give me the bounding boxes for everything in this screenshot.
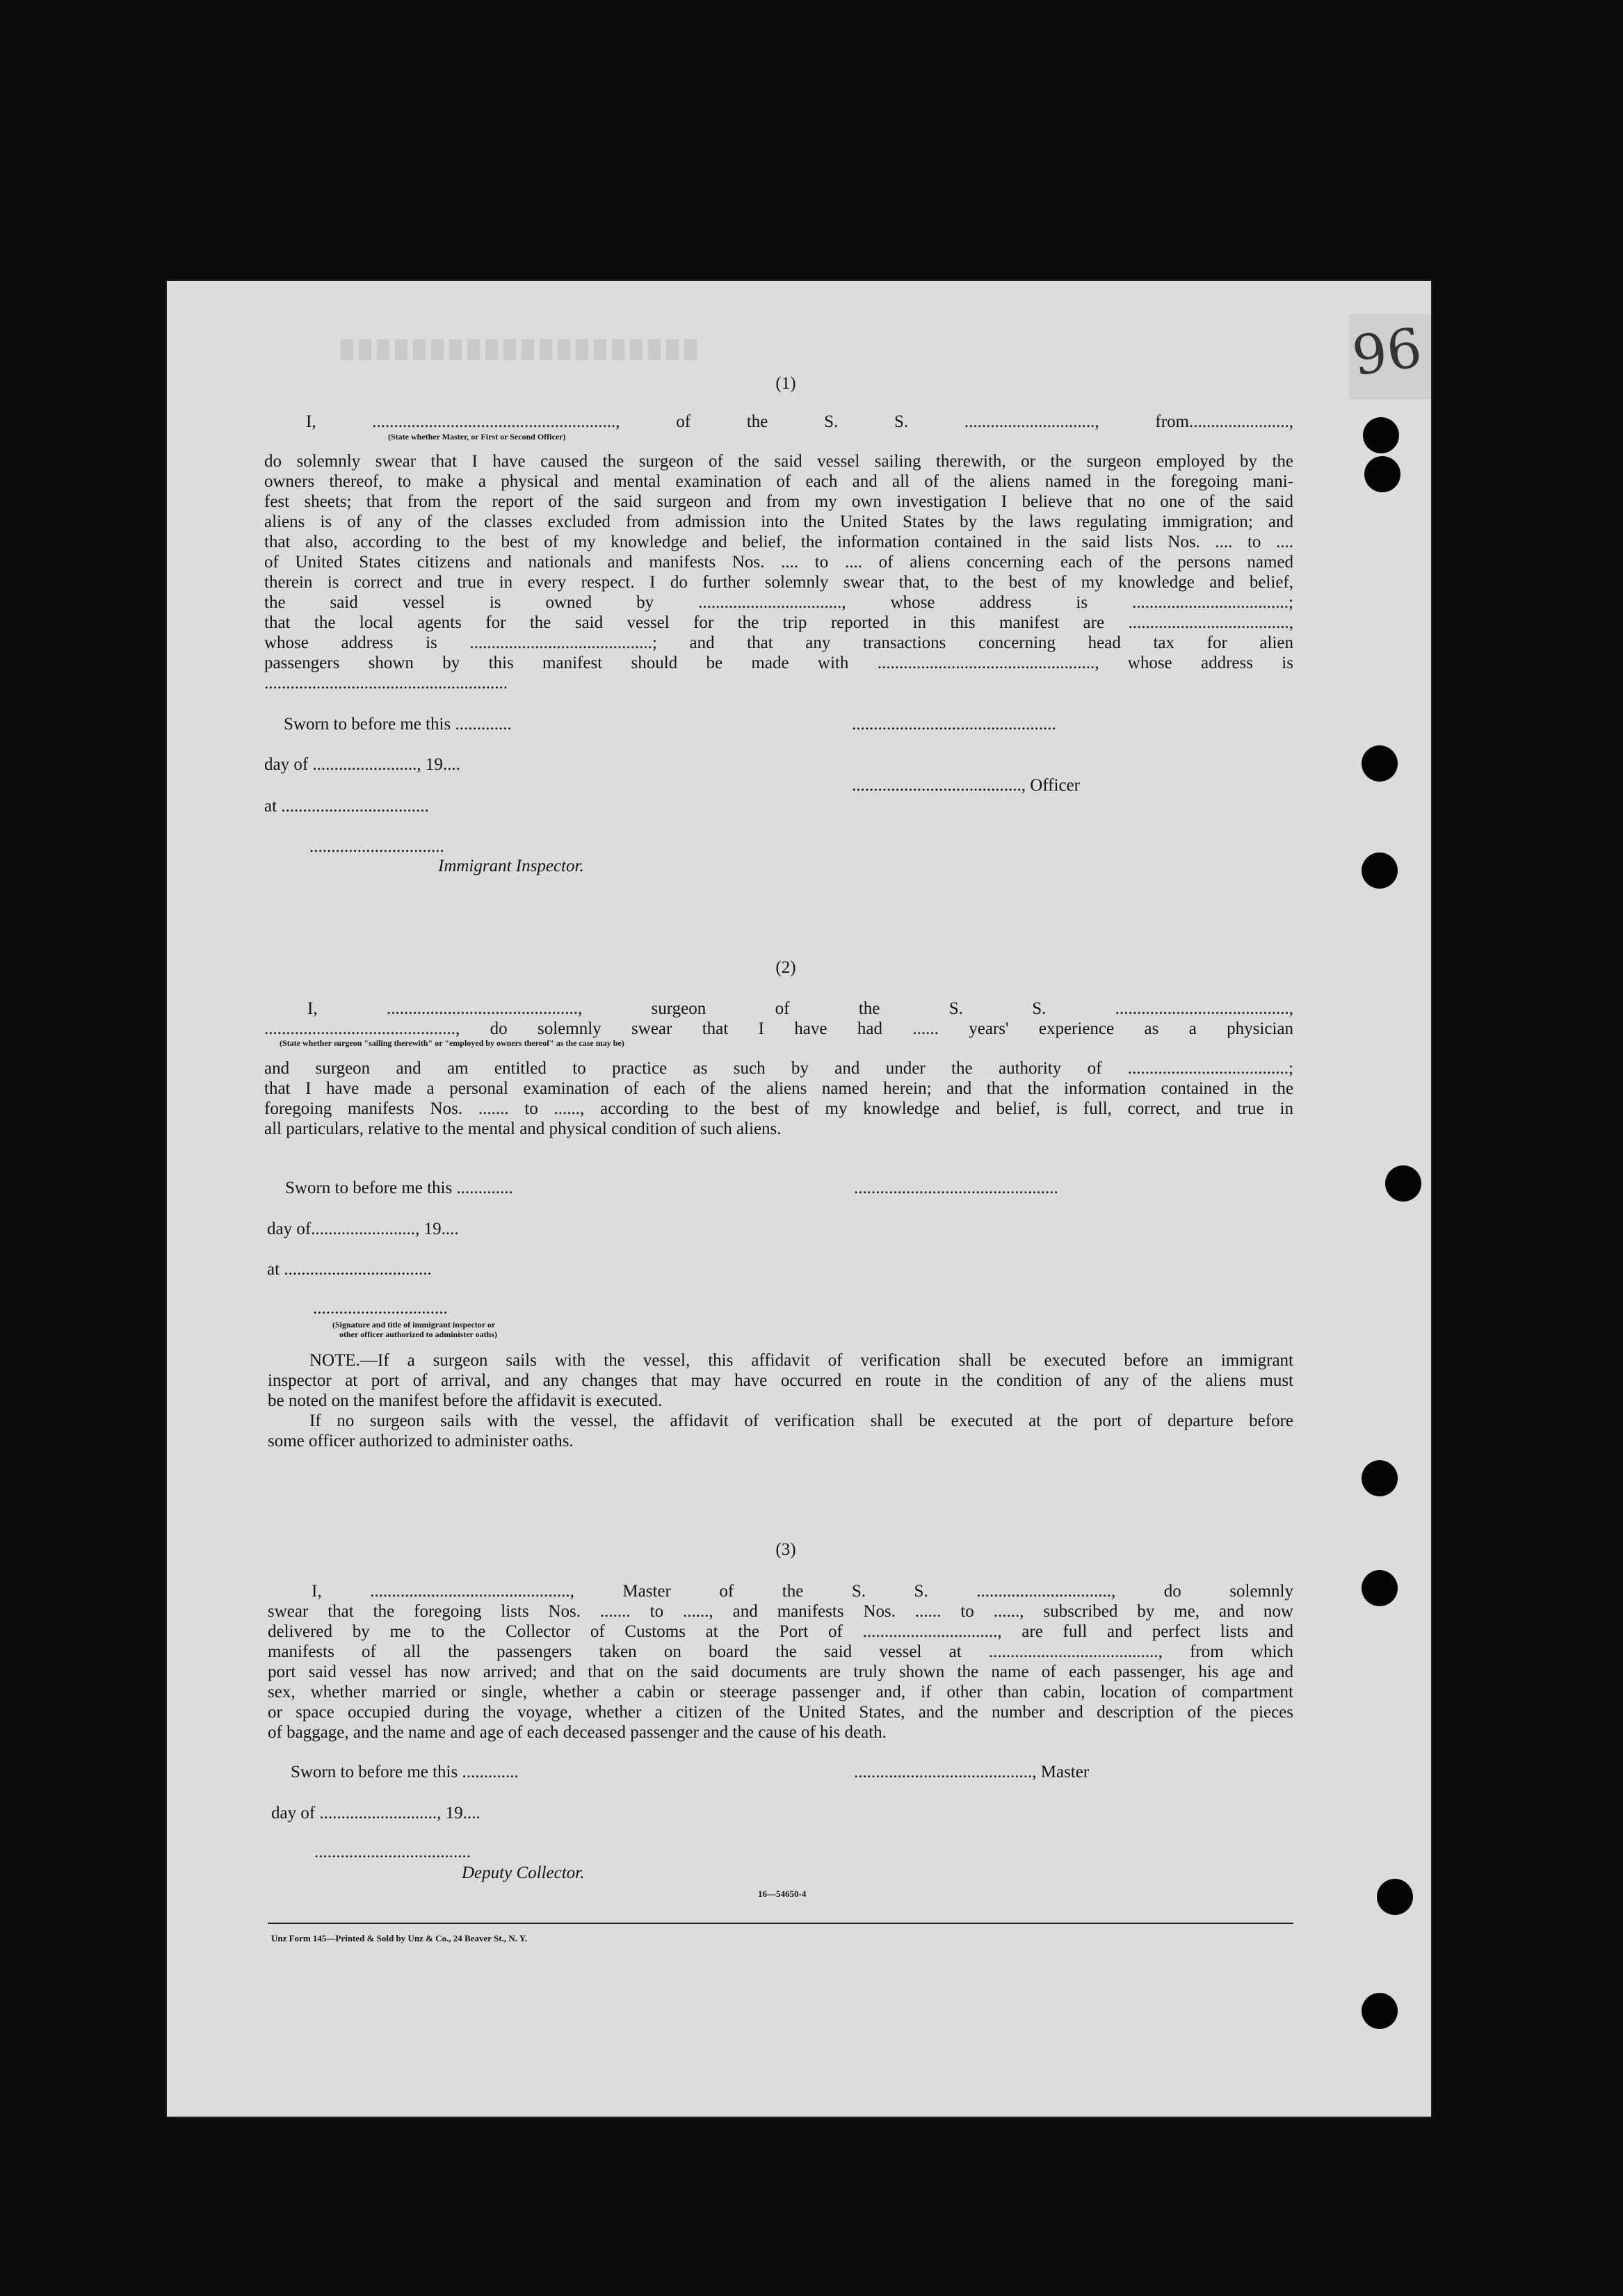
printer-footer: Unz Form 145—Printed & Sold by Unz & Co., 24 Beaver St., N. Y.: [271, 1933, 528, 1943]
section-2-number: (2): [775, 958, 796, 977]
body-line: delivered by me to the Collector of Customs at the Port of ..............................., are full and perfect lists and: [268, 1622, 1293, 1641]
note-line: NOTE.—If a surgeon sails with the vessel, this affidavit of verification shall be executed before an immigrant: [309, 1351, 1293, 1370]
section-1-at: at ..................................: [264, 797, 429, 816]
note-line: If no surgeon sails with the vessel, the affidavit of verification shall be executed at the port of departure before: [309, 1412, 1293, 1430]
note-line: some officer authorized to administer oaths.: [268, 1432, 574, 1450]
section-1-first-line: I, ........................................................, of the S. S. .............................., from.......................,: [306, 412, 1293, 431]
body-line: that I have made a personal examination of each of the aliens named herein; and that the information contained in the: [264, 1079, 1293, 1098]
section-2-signature-note: (Signature and title of immigrant inspector or: [332, 1320, 496, 1329]
section-3-collector-label: Deputy Collector.: [462, 1864, 585, 1882]
section-1-day: day of ........................, 19....: [264, 755, 460, 774]
punch-hole: [1362, 852, 1398, 889]
section-3-day: day of ..........................., 19....: [271, 1804, 481, 1822]
punch-hole: [1364, 456, 1400, 492]
section-1-signature-line: ...............................................: [852, 715, 1056, 734]
body-line: and surgeon and am entitled to practice as such by and under the authority of .....................................;: [264, 1059, 1293, 1078]
body-line: fest sheets; that from the report of the said surgeon and from my own investigation I believe that no one of the said: [264, 492, 1293, 511]
section-1-sworn: Sworn to before me this .............: [284, 715, 512, 734]
punch-hole: [1362, 745, 1398, 782]
punch-hole: [1385, 1165, 1421, 1202]
punch-hole: [1363, 417, 1399, 453]
body-line: whose address is ..........................................; and that any transactions concerning head tax for alien: [264, 633, 1293, 652]
body-line: of baggage, and the name and age of each deceased passenger and the cause of his death.: [268, 1723, 887, 1742]
section-1-inspector-label: Immigrant Inspector.: [438, 857, 584, 875]
section-3-master-line: ........................................., Master: [854, 1763, 1090, 1781]
section-2-signature-note: other officer authorized to administer oaths): [339, 1329, 497, 1339]
body-line: that also, according to the best of my knowledge and belief, the information contained in the said lists Nos. .... to ....: [264, 533, 1293, 551]
section-3-collector-signature-line: ....................................: [314, 1843, 471, 1861]
section-3-sworn: Sworn to before me this .............: [291, 1763, 519, 1781]
body-line: port said vessel has now arrived; and that on the said documents are truly shown the name of each passenger, his age and: [268, 1663, 1293, 1681]
section-1-officer-line: ......................................., Officer: [852, 776, 1080, 795]
body-line: passengers shown by this manifest should be made with .................................................., whose address is: [264, 654, 1293, 672]
body-line: all particulars, relative to the mental and physical condition of such aliens.: [264, 1119, 782, 1138]
body-line: ........................................................: [264, 674, 508, 693]
body-line: that the local agents for the said vessel for the trip reported in this manifest are .....................................,: [264, 613, 1293, 632]
footer-rule: [268, 1923, 1293, 1924]
body-line: of United States citizens and nationals and manifests Nos. .... to .... of aliens concerning each of the persons named: [264, 553, 1293, 572]
body-line: manifests of all the passengers taken on board the said vessel at ......................................., from which: [268, 1642, 1293, 1661]
body-line: therein is correct and true in every respect. I do further solemnly swear that, to the best of my knowledge and belief,: [264, 573, 1293, 592]
punch-hole: [1377, 1879, 1413, 1915]
section-3-number: (3): [775, 1540, 796, 1559]
body-line: do solemnly swear that I have caused the surgeon of the said vessel sailing therewith, or the surgeon employed by the: [264, 452, 1293, 471]
section-1-inspector-signature-line: ...............................: [309, 837, 444, 856]
section-1-officer-note: (State whether Master, or First or Second Officer): [388, 432, 566, 442]
section-1-number: (1): [775, 374, 796, 393]
page-number: 96: [1348, 316, 1426, 389]
section-2-surgeon-signature-line: ...............................................: [854, 1179, 1058, 1197]
body-line: foregoing manifests Nos. ....... to ......, according to the best of my knowledge and belief, is full, correct, and true in: [264, 1099, 1293, 1118]
form-number: 16—54650-4: [758, 1889, 807, 1899]
section-2-day: day of........................, 19....: [267, 1220, 459, 1238]
section-2-second-line: ............................................, do solemnly swear that I have had ...... years' experience as a physician: [264, 1019, 1293, 1038]
punch-hole: [1362, 1570, 1398, 1606]
section-2-signature-line: ...............................: [313, 1299, 448, 1318]
section-2-first-line: I, ............................................, surgeon of the S. S. ........................................,: [307, 999, 1293, 1018]
body-line: sex, whether married or single, whether a cabin or steerage passenger and, if other than cabin, location of compartment: [268, 1683, 1293, 1701]
body-line: swear that the foregoing lists Nos. ....... to ......, and manifests Nos. ...... to ......, subscribed by me, and now: [268, 1602, 1293, 1621]
note-line: inspector at port of arrival, and any changes that may have occurred en route in the condition of any of the aliens must: [268, 1371, 1293, 1390]
punch-hole: [1362, 1460, 1398, 1496]
body-line: the said vessel is owned by ................................., whose address is ....................................;: [264, 593, 1293, 612]
body-line: aliens is of any of the classes excluded from admission into the United States by the laws regulating immigration; and: [264, 512, 1293, 531]
body-line: I, .............................................., Master of the S. S. ..............................., do solemnly: [312, 1582, 1293, 1601]
note-line: be noted on the manifest before the affidavit is executed.: [268, 1391, 663, 1410]
section-2-surgeon-note: (State whether surgeon "sailing therewith" or "employed by owners thereof" as the case may be): [280, 1038, 624, 1048]
punch-hole: [1362, 1993, 1398, 2029]
section-2-sworn: Sworn to before me this .............: [285, 1179, 513, 1197]
body-line: owners thereof, to make a physical and mental examination of each and all of the aliens named in the foregoing mani-: [264, 472, 1293, 491]
bleed-through-text: [341, 339, 702, 360]
body-line: or space occupied during the voyage, whether a citizen of the United States, and the number and description of the pieces: [268, 1703, 1293, 1722]
section-2-at: at ..................................: [267, 1260, 432, 1279]
